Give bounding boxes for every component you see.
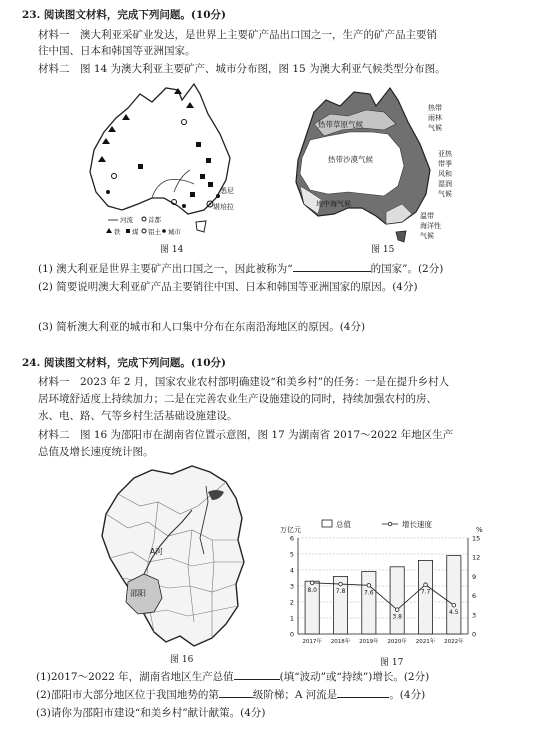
label-marine-2: 海洋性 xyxy=(420,222,441,230)
label-monsoon-5: 气候 xyxy=(438,190,452,198)
q24-material1-line1: 材料一 2023 年 2 月，国家农业农村部明确建设“和美乡村”的任务：一是在提升乡村人 xyxy=(38,376,450,388)
y2-axis-label: % xyxy=(476,526,483,534)
y2-tick-label: 3 xyxy=(472,611,477,620)
label-monsoon-1: 亚热 xyxy=(438,150,452,158)
q23-sub2: (2) 简要说明澳大利亚矿产品主要销往中国、日本和韩国等亚洲国家的原因。(4分) xyxy=(38,281,418,293)
q24-header: 24. 阅读图文材料，完成下列问题。(10分) xyxy=(22,357,226,369)
label-monsoon-4: 湿润 xyxy=(438,180,452,188)
answer-blank[interactable] xyxy=(219,688,253,698)
q24-sub1: (1)2017～2022 年，湖南省地区生产总值 (填“波动”或“持续”)增长。(2分) xyxy=(36,671,430,683)
q23-material1-line2: 往中国、日本和韩国等亚洲国家。 xyxy=(38,45,196,57)
x-tick-label: 2019年 xyxy=(359,639,379,645)
y-tick-label: 1 xyxy=(289,614,294,623)
y2-tick-label: 9 xyxy=(472,572,477,581)
fig16-hunan-map xyxy=(88,462,268,654)
fig15-australia-climate-map xyxy=(288,82,466,247)
label-mediterranean: 地中海气候 xyxy=(316,200,351,208)
q24-sub2: (2)邵阳市大部分地区位于我国地势的第 级阶梯；A 河流是 。(4分) xyxy=(36,689,426,701)
q23-sub3: (3) 简析澳大利亚的城市和人口集中分布在东南沿海地区的原因。(4分) xyxy=(38,321,366,333)
point-growth xyxy=(424,583,428,587)
x-tick-label: 2017年 xyxy=(302,639,322,645)
svg-text:河流: 河流 xyxy=(120,216,133,224)
point-growth xyxy=(310,581,314,585)
point-growth xyxy=(395,608,399,612)
x-tick-label: 2022年 xyxy=(444,639,464,645)
data-label-growth: 7.6 xyxy=(364,589,374,597)
data-label-growth: 7.7 xyxy=(420,588,431,596)
label-rainforest-3: 气候 xyxy=(428,124,442,132)
q23-material1-line1: 材料一 澳大利亚采矿业发达，是世界上主要矿产品出口国之一，生产的矿产品主要销 xyxy=(38,29,437,41)
point-growth xyxy=(367,584,371,588)
data-label-growth: 3.8 xyxy=(392,613,402,621)
svg-text:首都: 首都 xyxy=(148,216,161,224)
y-tick-label: 5 xyxy=(289,550,294,559)
y-tick-label: 6 xyxy=(289,534,294,543)
bar-total xyxy=(418,560,432,634)
q23-header: 23. 阅读图文材料，完成下列问题。(10分) xyxy=(22,9,226,21)
label-rainforest-1: 热带 xyxy=(428,104,442,112)
y2-tick-label: 15 xyxy=(472,534,481,543)
q23-material2-line1: 材料二 图 14 为澳大利亚主要矿产、城市分布图，图 15 为澳大利亚气候类型分布图。 xyxy=(38,63,446,75)
q24-material2-line2: 总值及增长速度统计图。 xyxy=(38,446,154,458)
data-label-growth: 4.5 xyxy=(449,609,459,617)
legend-marker-growth xyxy=(388,522,392,526)
label-river-a: A河 xyxy=(150,547,163,556)
point-growth xyxy=(339,582,343,586)
label-desert: 热带沙漠气候 xyxy=(328,155,373,164)
chart-plot-area xyxy=(290,535,480,646)
y-tick-label: 2 xyxy=(289,598,294,607)
x-tick-label: 2020年 xyxy=(387,639,407,645)
y2-tick-label: 12 xyxy=(472,553,481,562)
fig15-caption: 图 15 xyxy=(371,245,395,255)
label-monsoon-3: 风和 xyxy=(438,170,452,178)
fig14-legend xyxy=(106,215,182,236)
answer-blank[interactable] xyxy=(293,262,371,272)
legend-label-total: 总值 xyxy=(336,520,351,529)
bar-total xyxy=(447,556,461,634)
fig16-caption: 图 16 xyxy=(170,655,194,665)
y-tick-label: 0 xyxy=(289,630,294,639)
svg-text:煤: 煤 xyxy=(132,228,139,236)
q23-sub1: (1) 澳大利亚是世界主要矿产出口国之一，因此被称为“ 的国家”。(2分) xyxy=(38,263,444,275)
svg-text:铝土: 铝土 xyxy=(148,228,161,236)
y-tick-label: 3 xyxy=(289,582,294,591)
x-tick-label: 2021年 xyxy=(415,639,436,645)
y-axis-label: 万亿元 xyxy=(280,526,301,534)
australia-outline xyxy=(90,84,230,214)
q24-material1-line2: 居环境舒适度上持续加力；二是在完善农业生产设施建设的同时，持续加强农村的房、 xyxy=(38,393,437,405)
answer-blank[interactable] xyxy=(234,670,280,680)
y2-tick-label: 6 xyxy=(472,592,477,601)
y2-tick-label: 0 xyxy=(472,630,477,639)
point-growth xyxy=(452,603,456,607)
chart-legend xyxy=(322,519,432,529)
label-savanna: 热带草原气候 xyxy=(318,120,363,129)
fig17-caption: 图 17 xyxy=(380,658,404,668)
q24-material1-line3: 水、电、路、气等乡村生活基础设施建设。 xyxy=(38,410,238,422)
y-tick-label: 4 xyxy=(289,566,294,575)
label-shaoyang: 邵阳 xyxy=(130,589,146,598)
legend-swatch-total xyxy=(322,520,332,527)
label-monsoon-2: 带季 xyxy=(438,160,452,168)
x-tick-label: 2018年 xyxy=(330,639,351,645)
svg-text:城市: 城市 xyxy=(168,228,181,236)
bar-total xyxy=(390,567,404,634)
data-label-growth: 7.8 xyxy=(335,588,346,596)
data-label-growth: 8.0 xyxy=(307,586,317,594)
fig14-caption: 图 14 xyxy=(160,245,184,255)
label-rainforest-2: 雨林 xyxy=(428,114,442,122)
legend-label-growth: 增长速度 xyxy=(402,520,432,529)
tasmania-outline xyxy=(196,221,206,232)
city-label-canberra: 堪培拉 xyxy=(213,203,234,211)
svg-text:铁: 铁 xyxy=(114,228,121,236)
label-marine-3: 气候 xyxy=(420,232,434,240)
fig17-gdp-chart xyxy=(272,516,500,658)
desert-zone xyxy=(300,132,404,196)
fig14-australia-mineral-map xyxy=(78,80,258,245)
label-marine-1: 温带 xyxy=(420,212,434,220)
bar-total xyxy=(362,572,376,634)
city-label-sydney: 悉尼 xyxy=(220,187,234,195)
tasmania-climate xyxy=(396,231,406,242)
q24-material2-line1: 材料二 图 16 为邵阳市在湖南省位置示意图，图 17 为湖南省 2017～2022 年地区生产 xyxy=(38,429,454,441)
capital-dot xyxy=(209,203,211,205)
q24-sub3: (3)请你为邵阳市建设“和美乡村”献计献策。(4分) xyxy=(36,707,266,719)
answer-blank[interactable] xyxy=(337,688,389,698)
